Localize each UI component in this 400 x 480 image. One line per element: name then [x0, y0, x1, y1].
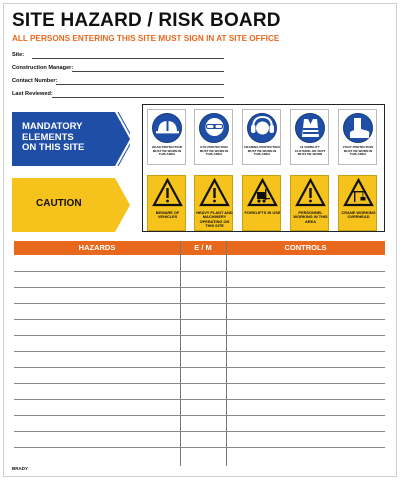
sign-in-notice: ALL PERSONS ENTERING THIS SITE MUST SIGN IN AT SITE OFFICE — [12, 34, 280, 43]
warning-exclamation-icon — [295, 178, 326, 208]
last-reviewed-field[interactable] — [12, 91, 53, 97]
column-divider — [226, 241, 227, 466]
hi-visibility-sign — [290, 109, 329, 165]
contact-number-field[interactable] — [12, 78, 57, 84]
table-row[interactable] — [14, 367, 385, 368]
foot-protection-icon — [339, 110, 378, 146]
heavy-plant-sign — [194, 175, 233, 231]
table-row[interactable] — [14, 303, 385, 304]
caution-label: CAUTION — [36, 198, 82, 209]
hazard-controls-table — [14, 241, 385, 466]
table-row[interactable] — [14, 415, 385, 416]
crane-overhead-sign — [338, 175, 377, 231]
mandatory-line-1: MANDATORY — [22, 121, 83, 132]
mandatory-banner — [12, 112, 130, 166]
hearing-protection-icon — [243, 110, 282, 146]
heavy-plant-caption: HEAVY PLANT AND MACHINERY OPERATING ON THIS SITE — [196, 210, 233, 228]
head-protection-sign — [147, 109, 186, 165]
em-column-header: E / M — [194, 243, 212, 252]
safety-signs-panel — [142, 104, 385, 232]
table-row[interactable] — [14, 335, 385, 336]
hearing-protection-sign — [242, 109, 281, 165]
caution-banner — [12, 178, 130, 232]
site-label: Site: — [12, 52, 25, 58]
table-row[interactable] — [14, 351, 385, 352]
eye-protection-icon — [195, 110, 234, 146]
column-divider — [180, 241, 181, 466]
brand-logo: BRADY — [12, 466, 29, 471]
site-field[interactable] — [12, 52, 24, 58]
construction-manager-field[interactable] — [12, 65, 73, 71]
forklifts-sign — [242, 175, 281, 231]
table-row[interactable] — [14, 319, 385, 320]
last-reviewed-label: Last Reviewed: — [12, 91, 53, 97]
mandatory-line-2: ELEMENTS — [22, 131, 74, 143]
foot-protection-caption: FOOT PROTECTION MUST BE WORN IN THIS AREA — [343, 145, 373, 157]
personnel-working-caption: PERSONNEL WORKING IN THIS AREA — [293, 210, 328, 224]
hi-visibility-vest-icon — [291, 110, 330, 146]
head-protection-caption: HEAD PROTECTION MUST BE WORN IN THIS AREA — [152, 145, 182, 157]
table-row[interactable] — [14, 383, 385, 384]
table-header — [14, 241, 385, 255]
eye-protection-caption: EYE PROTECTION MUST BE WORN IN THIS AREA — [199, 145, 229, 157]
page-title: SITE HAZARD / RISK BOARD — [12, 10, 281, 31]
table-row[interactable] — [14, 431, 385, 432]
warning-exclamation-icon — [152, 178, 183, 208]
hearing-protection-caption: HEARING PROTECTION MUST BE WORN IN THIS AREA — [244, 145, 280, 157]
table-row[interactable] — [14, 447, 385, 448]
table-row[interactable] — [14, 271, 385, 272]
contact-number-label: Contact Number: — [12, 78, 58, 84]
crane-icon — [343, 178, 374, 208]
hazards-column-header: HAZARDS — [78, 243, 116, 252]
eye-protection-sign — [194, 109, 233, 165]
controls-column-header: CONTROLS — [284, 243, 327, 252]
beware-vehicles-sign — [147, 175, 186, 231]
warning-exclamation-icon — [199, 178, 230, 208]
forklifts-caption: FORKLIFTS IN USE — [244, 210, 281, 215]
table-row[interactable] — [14, 399, 385, 400]
foot-protection-sign — [338, 109, 377, 165]
table-row[interactable] — [14, 287, 385, 288]
forklift-icon — [247, 178, 278, 208]
personnel-working-sign — [290, 175, 329, 231]
hi-visibility-caption: HI VISIBILITY CLOTHING OR VEST MUST BE WORN — [294, 145, 326, 157]
beware-vehicles-caption: BEWARE OF VEHICLES — [155, 210, 180, 220]
crane-overhead-caption: CRANE WORKING OVERHEAD — [341, 210, 376, 220]
mandatory-line-3: ON THIS SITE — [22, 142, 85, 153]
construction-manager-label: Construction Manager: — [12, 65, 74, 71]
head-protection-icon — [148, 110, 187, 146]
